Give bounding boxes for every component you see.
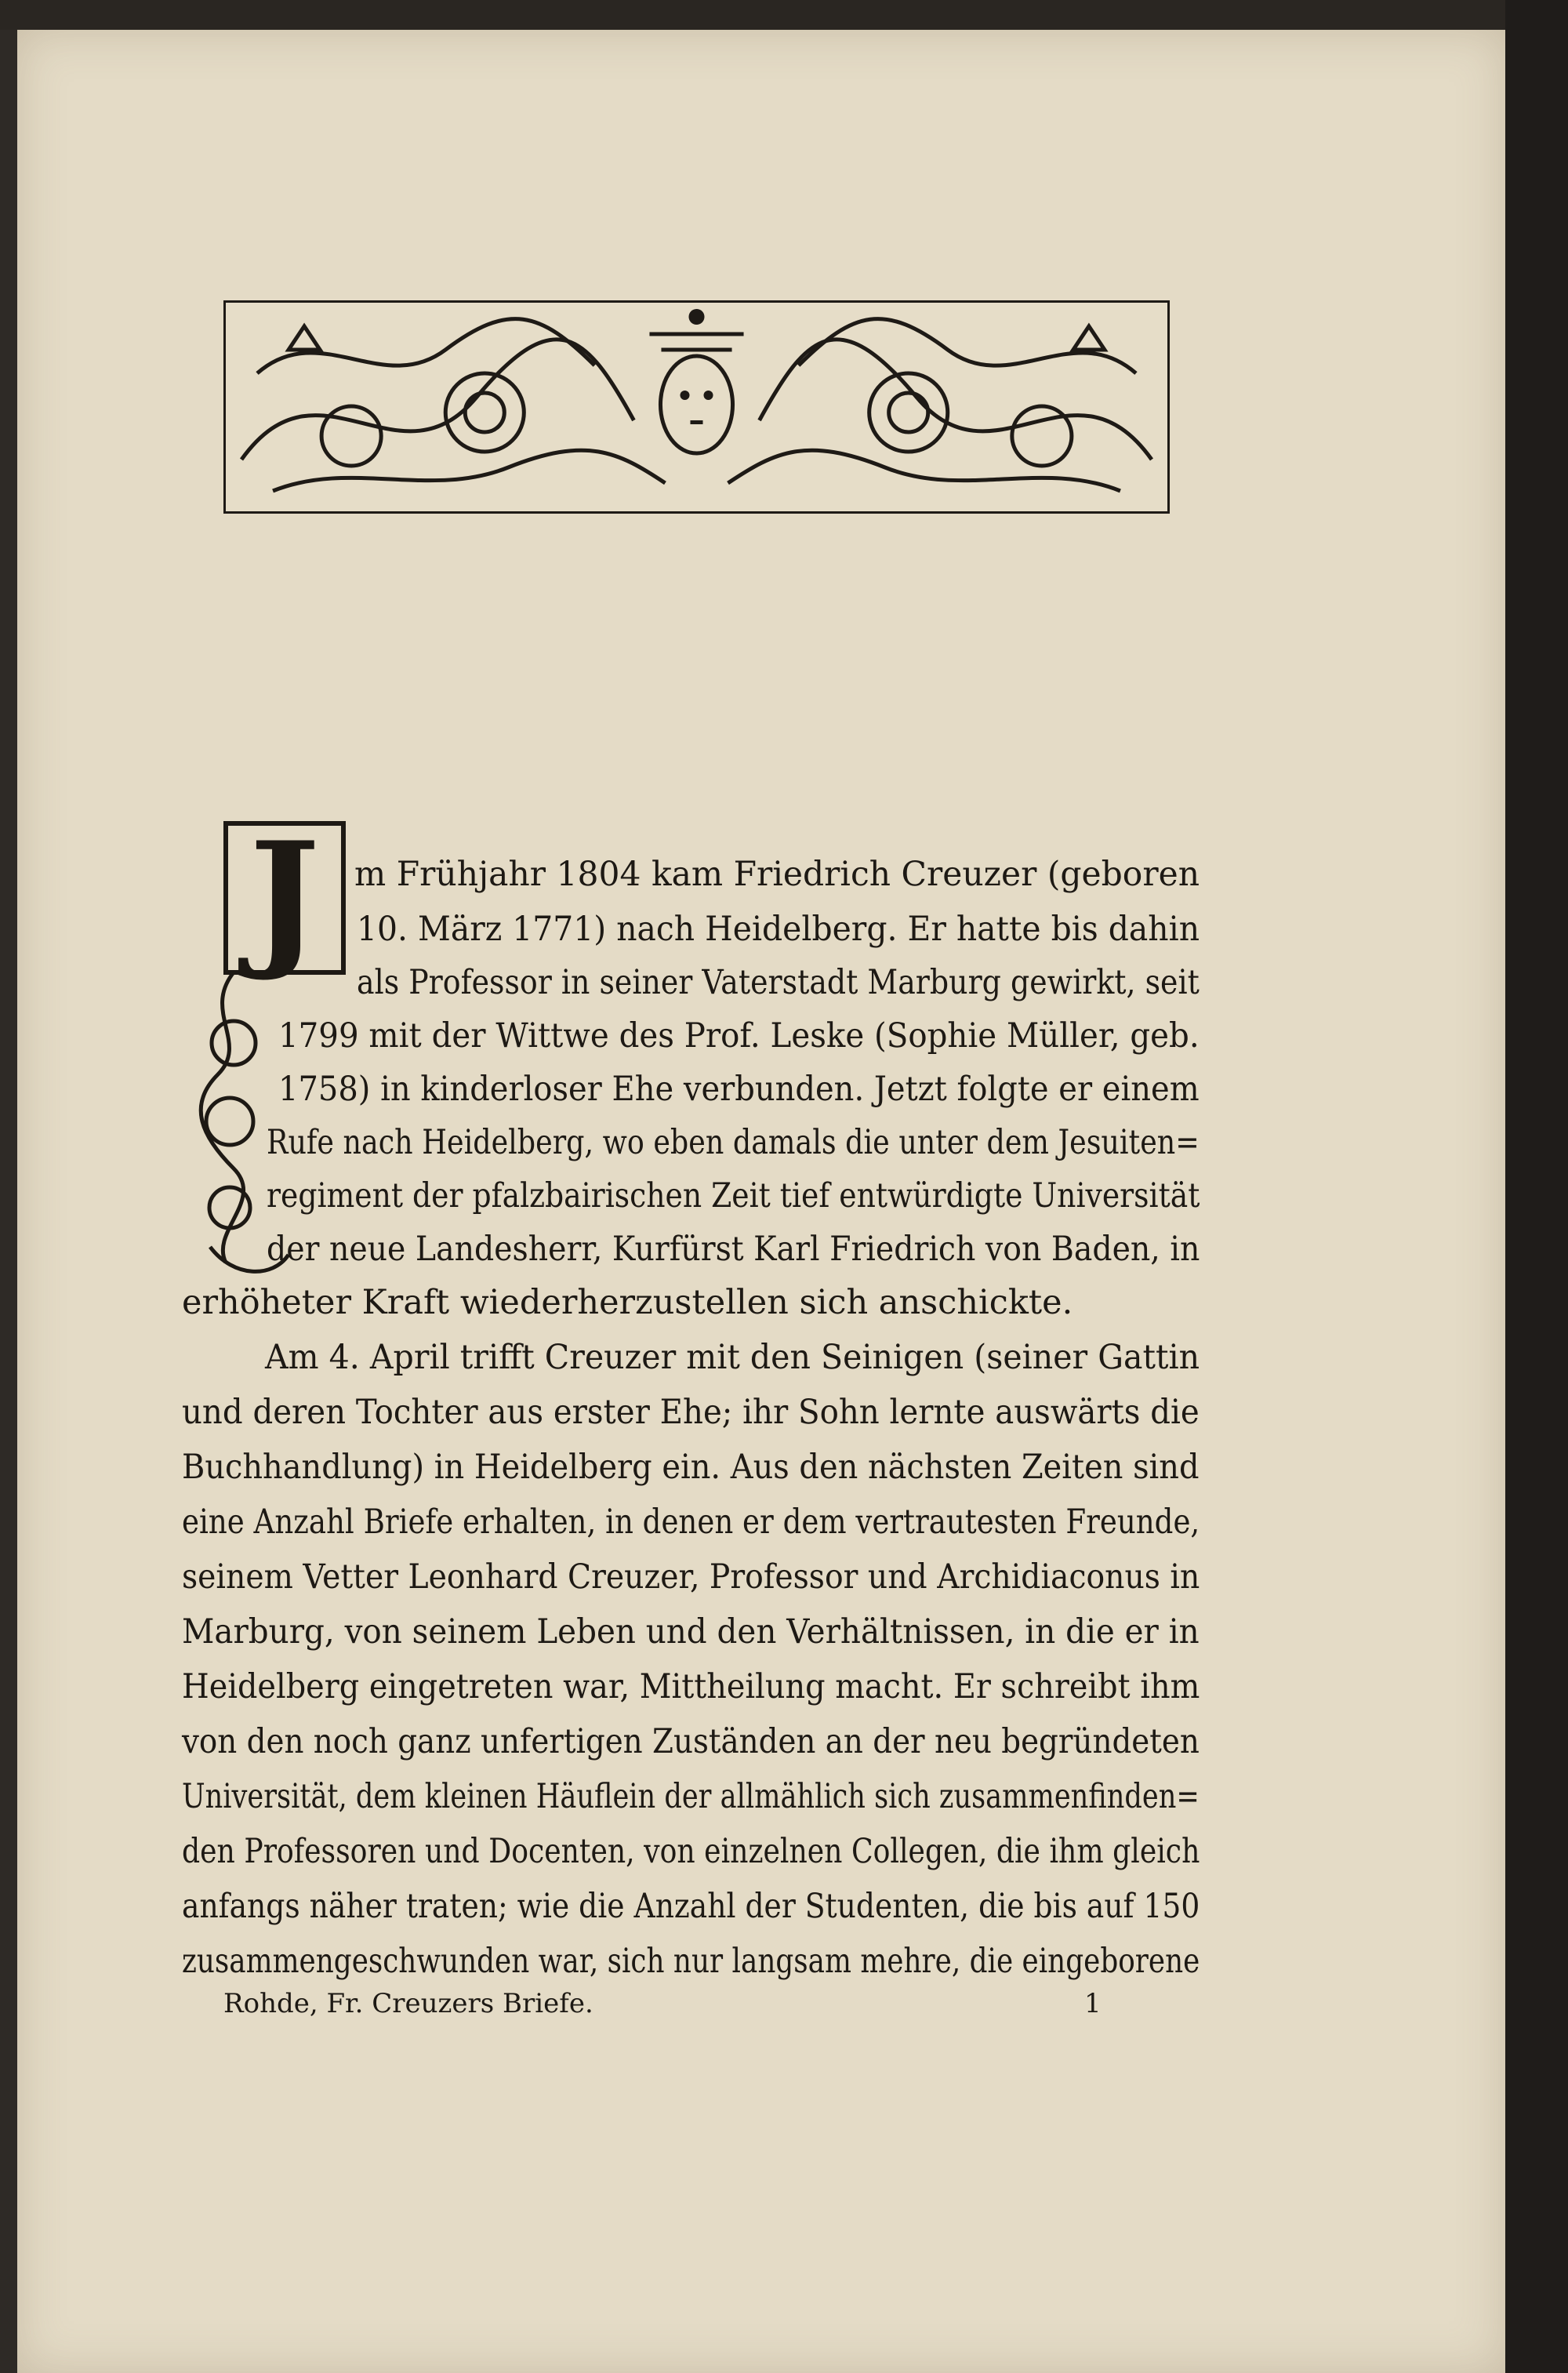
- page-number: 1: [1084, 1988, 1102, 2019]
- text-line: Marburg, von seinem Leben und den Verhältnissen, in die er in: [182, 1612, 1200, 1652]
- text-line: seinem Vetter Leonhard Creuzer, Professor und Archidiaconus in: [182, 1557, 1200, 1597]
- text-line: zusammengeschwunden war, sich nur langsam mehre, die eingeborene: [182, 1942, 1200, 1981]
- text-line: der neue Landesherr, Kurfürst Karl Friedrich von Baden, in: [267, 1230, 1200, 1269]
- text-line: den Professoren und Docenten, von einzelnen Collegen, die ihm gleich: [182, 1832, 1200, 1871]
- text-line: 1799 mit der Wittwe des Prof. Leske (Sophie Müller, geb.: [278, 1016, 1200, 1056]
- text-line: m Frühjahr 1804 kam Friedrich Creuzer (geboren: [354, 855, 1200, 894]
- text-line: von den noch ganz unfertigen Zuständen an der neu begründeten: [182, 1722, 1200, 1761]
- text-line: und deren Tochter aus erster Ehe; ihr Sohn lernte auswärts die: [182, 1393, 1200, 1432]
- text-line: 1758) in kinderloser Ehe verbunden. Jetzt folgte er einem: [278, 1070, 1200, 1109]
- text-line: Universität, dem kleinen Häuflein der allmählich sich zusammenfinden=: [182, 1777, 1200, 1816]
- text-line: erhöheter Kraft wiederherzustellen sich anschickte.: [182, 1283, 1073, 1322]
- footer-signature: Rohde, Fr. Creuzers Briefe.: [223, 1988, 593, 2019]
- text-line: Rufe nach Heidelberg, wo eben damals die unter dem Jesuiten=: [267, 1123, 1200, 1162]
- text-line: eine Anzahl Briefe erhalten, in denen er dem vertrautesten Freunde,: [182, 1503, 1200, 1542]
- text-line: als Professor in seiner Vaterstadt Marburg gewirkt, seit: [357, 963, 1200, 1002]
- text-line: regiment der pfalzbairischen Zeit tief entwürdigte Universität: [267, 1176, 1200, 1216]
- text-line: 10. März 1771) nach Heidelberg. Er hatte bis dahin: [357, 910, 1200, 949]
- initial-letter: J: [249, 809, 320, 984]
- text-line: Buchhandlung) in Heidelberg ein. Aus den nächsten Zeiten sind: [182, 1448, 1200, 1487]
- text-line: anfangs näher traten; wie die Anzahl der Studenten, die bis auf 150: [182, 1887, 1200, 1926]
- text-line: Heidelberg eingetreten war, Mittheilung macht. Er schreibt ihm: [182, 1667, 1200, 1706]
- text-line: Am 4. April trifft Creuzer mit den Seinigen (seiner Gattin: [265, 1338, 1200, 1377]
